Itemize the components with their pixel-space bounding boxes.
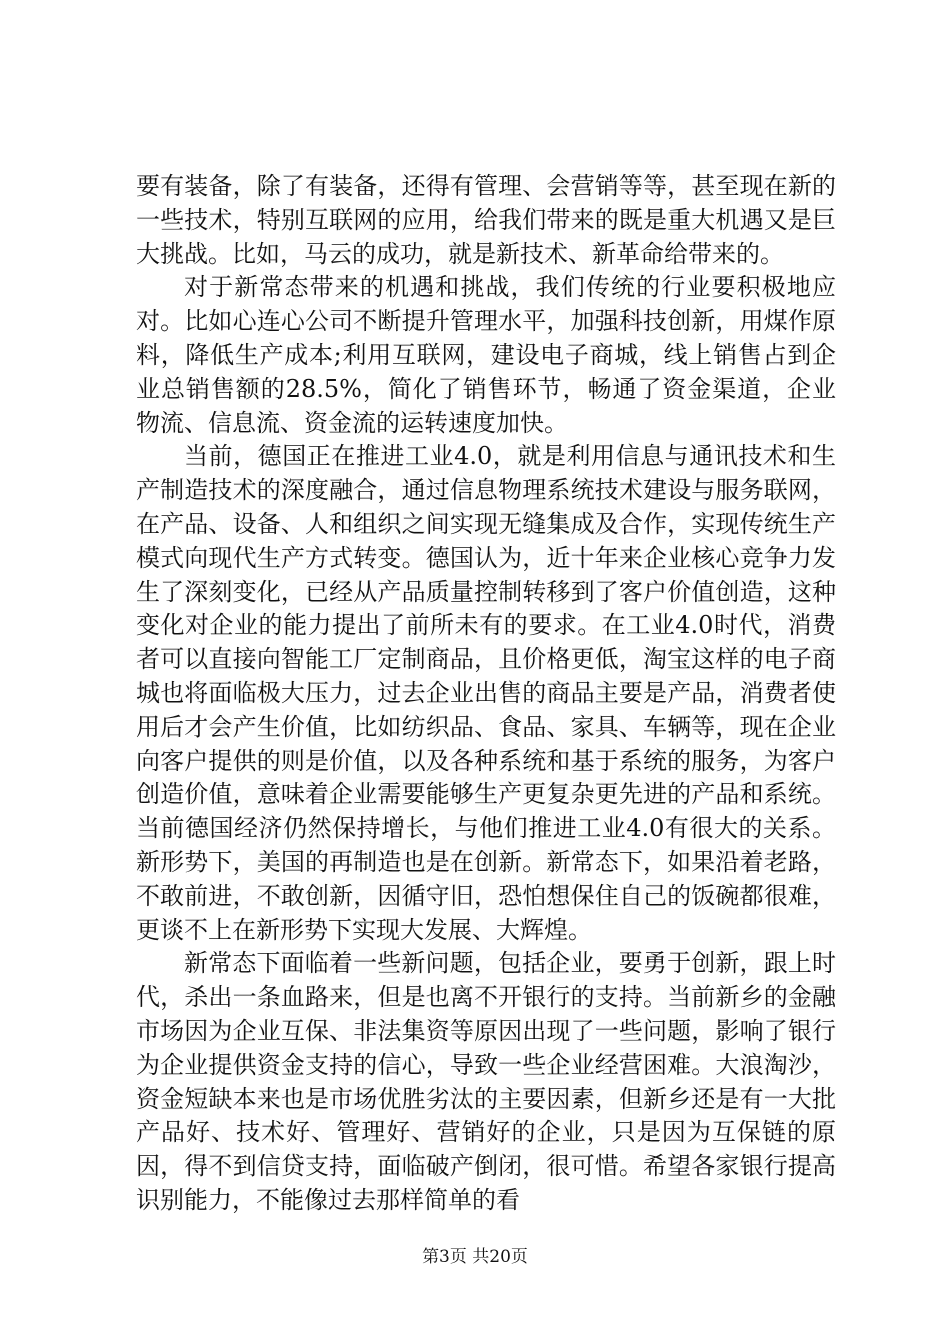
paragraph-4: 新常态下面临着一些新问题，包括企业，要勇于创新，跟上时代，杀出一条血路来，但是也离不开银行的支持。当前新乡的金融市场因为企业互保、非法集资等原因出现了一些问题，影响了银行为企业提供资金支持的信心，导致一些企业经营困难。大浪淘沙，资金短缺本来也是市场优胜劣汰的主要因素，但新乡还是有一大批产品好、技术好、管理好、营销好的企业，只是因为互保链的原因，得不到信贷支持，面临破产倒闭，很可惜。希望各家银行提高识别能力，不能像过去那样简单的看 [136,949,836,1214]
document-body [136,170,836,1218]
paragraph-2: 对于新常态带来的机遇和挑战，我们传统的行业要积极地应对。比如心连心公司不断提升管理水平，加强科技创新，用煤作原料，降低生产成本;利用互联网，建设电子商城，线上销售占到企业总销售额的28.5%，简化了销售环节，畅通了资金渠道，企业物流、信息流、资金流的运转速度加快。 [136,273,836,437]
paragraph-1: 要有装备，除了有装备，还得有管理、会营销等等，甚至现在新的一些技术，特别互联网的应用，给我们带来的既是重大机遇又是巨大挑战。比如，马云的成功，就是新技术、新革命给带来的。 [136,172,836,268]
page-number-footer: 第3页 共20页 [422,1247,528,1267]
paragraph-3: 当前，德国正在推进工业4.0，就是利用信息与通讯技术和生产制造技术的深度融合，通过信息物理系统技术建设与服务联网，在产品、设备、人和组织之间实现无缝集成及合作，实现传统生产模式向现代生产方式转变。德国认为，近十年来企业核心竞争力发生了深刻变化，已经从产品质量控制转移到了客户价值创造，这种变化对企业的能力提出了前所未有的要求。在工业4.0时代，消费者可以直接向智能工厂定制商品，且价格更低，淘宝这样的电子商城也将面临极大压力，过去企业出售的商品主要是产品，消费者使用后才会产生价值，比如纺织品、食品、家具、车辆等，现在企业向客户提供的则是价值，以及各种系统和基于系统的服务，为客户创造价值，意味着企业需要能够生产更复杂更先进的产品和系统。当前德国经济仍然保持增长，与他们推进工业4.0有很大的关系。新形势下，美国的再制造也是在创新。新常态下，如果沿着老路，不敢前进，不敢创新，因循守旧，恐怕想保住自己的饭碗都很难，更谈不上在新形势下实现大发展、大辉煌。 [136,442,836,944]
